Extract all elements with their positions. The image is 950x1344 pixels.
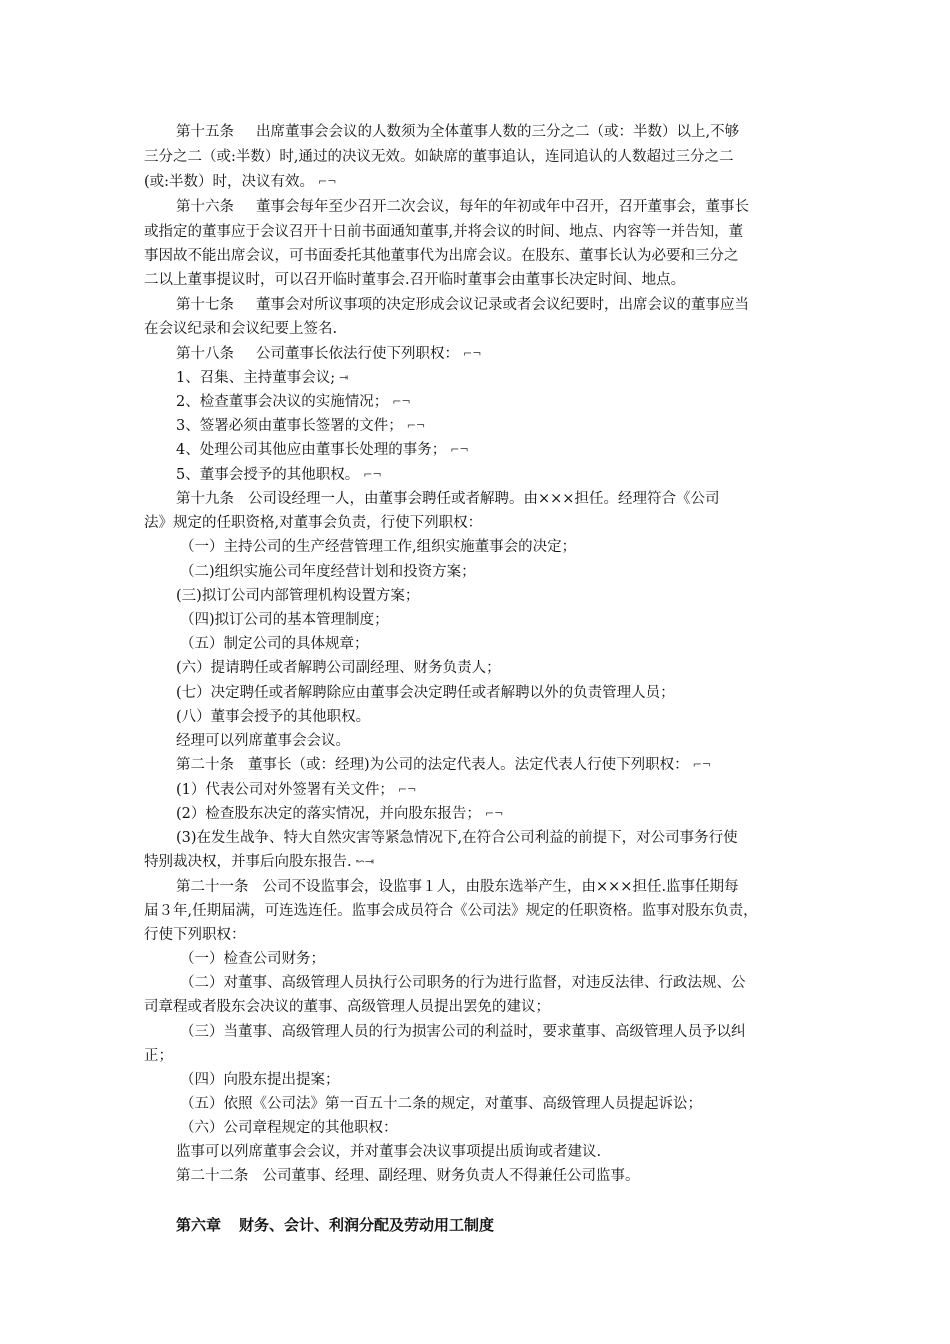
article-21-line-3: 行使下列职权：: [144, 927, 246, 943]
list-item: （一）主持公司的生产经营管理工作,组织实施董事会的决定；: [180, 539, 577, 555]
paragraph-mark-icon: ⌐¬: [318, 175, 337, 188]
paragraph-mark-icon: ⌐¬: [484, 807, 504, 820]
paragraph-mark-icon: ⌐¬: [450, 443, 469, 456]
list-item: （四）向股东提出提案；: [180, 1072, 340, 1088]
paragraph-mark-icon: ⇥: [339, 371, 349, 384]
article-17-line-2: 在会议纪录和会议纪要上签名.: [144, 321, 338, 337]
list-item: （五）依照《公司法》第一百五十二条的规定，对董事、高级管理人员提起诉讼；: [180, 1096, 702, 1112]
list-item: (三)拟订公司内部管理机构设置方案；: [176, 588, 420, 604]
article-22-number: 第二十二条: [176, 1168, 249, 1184]
list-item: 4、处理公司其他应由董事长处理的事务； ⌐¬: [176, 442, 469, 458]
article-20-number: 第二十条: [176, 757, 234, 773]
list-item-continuation: 正；: [144, 1048, 173, 1064]
article-17-number: 第十七条: [176, 297, 234, 313]
article-15-number: 第十五条: [176, 124, 234, 140]
paragraph-mark-icon: ⌐¬: [463, 347, 482, 360]
list-item: （三）当董事、高级管理人员的行为损害公司的利益时，要求董事、高级管理人员予以纠: [180, 1024, 746, 1040]
article-15-line-3: (或:半数）时，决议有效。 ⌐¬: [144, 174, 337, 190]
list-item: (六）提请聘任或者解聘公司副经理、财务负责人；: [176, 660, 501, 676]
paragraph-mark-icon: ⌐¬: [406, 419, 426, 432]
list-item: (3)在发生战争、特大自然灾害等紧急情况下,在符合公司利益的前提下，对公司事务行使: [176, 830, 738, 846]
list-item: 5、董事会授予的其他职权。 ⌐¬: [176, 467, 382, 483]
article-16-line-3: 事因故不能出席会议，可书面委托其他董事代为出席会议。在股东、董事长认为必要和三分之: [144, 248, 739, 264]
article-15-line-1: 第十五条 出席董事会会议的人数须为全体董事人数的三分之二（或：半数）以上,不够: [176, 124, 740, 140]
article-19-number: 第十九条: [176, 491, 234, 507]
paragraph-mark-icon: ⌐¬: [392, 395, 411, 408]
list-item: （五）制定公司的具体规章；: [180, 636, 369, 652]
chapter-number: 第六章: [176, 1216, 222, 1234]
article-17-line-1: 第十七条 董事会对所议事项的决定形成会议记录或者会议纪要时，出席会议的董事应当: [176, 297, 749, 313]
article-22: 第二十二条 公司董事、经理、副经理、财务负责人不得兼任公司监事。: [176, 1168, 640, 1184]
chapter-6-heading: [176, 1214, 494, 1236]
list-item: 2、检查董事会决议的实施情况； ⌐¬: [176, 394, 411, 410]
article-21-number: 第二十一条: [176, 879, 249, 895]
paragraph-mark-icon: ⌐¬: [397, 783, 417, 796]
article-16-line-1: 第十六条 董事会每年至少召开二次会议，每年的年初或年中召开，召开董事会，董事长: [176, 199, 749, 215]
list-item: (七）决定聘任或者解聘除应由董事会决定聘任或者解聘以外的负责管理人员；: [176, 685, 675, 701]
list-item: （一）检查公司财务；: [180, 951, 325, 967]
list-item: （六）公司章程规定的其他职权：: [180, 1120, 398, 1136]
article-21-line-2: 届３年,任期届满，可连选连任。监事会成员符合《公司法》规定的任职资格。监事对股东负责，: [144, 903, 758, 919]
list-item: 3、签署必须由董事长签署的文件； ⌐¬: [176, 418, 426, 434]
article-21-closing: 监事可以列席董事会会议，并对董事会决议事项提出质询或者建议.: [176, 1144, 602, 1160]
list-item: （二)组织实施公司年度经营计划和投资方案；: [180, 564, 476, 580]
chapter-title: 财务、会计、利润分配及劳动用工制度: [239, 1216, 495, 1234]
article-19-closing: 经理可以列席董事会会议。: [176, 733, 350, 749]
list-item: 1、召集、主持董事会议; ⇥: [176, 370, 349, 386]
article-15-line-2: 三分之二（或:半数）时,通过的决议无效。如缺席的董事追认，连同追认的人数超过三分之二: [144, 149, 734, 165]
paragraph-mark-icon: ⌐¬: [692, 758, 712, 771]
list-item: （四)拟订公司的基本管理制度；: [180, 612, 389, 628]
article-16-line-4: 二以上董事提议时，可以召开临时董事会.召开临时董事会由董事长决定时间、地点。: [144, 272, 686, 288]
article-20-intro: 第二十条 董事长（或：经理)为公司的法定代表人。法定代表人行使下列职权： ⌐¬: [176, 757, 712, 773]
article-16-number: 第十六条: [176, 199, 234, 215]
list-item: (1）代表公司对外签署有关文件； ⌐¬: [176, 782, 417, 798]
list-item-continuation: 司章程或者股东会决议的董事、高级管理人员提出罢免的建议；: [144, 999, 550, 1015]
article-21-line-1: 第二十一条 公司不设监事会，设监事１人，由股东选举产生，由×××担任.监事任期每: [176, 879, 739, 895]
article-18-intro: 第十八条 公司董事长依法行使下列职权： ⌐¬: [176, 346, 482, 362]
article-19-line-2: 法》规定的任职资格,对董事会负责，行使下列职权：: [144, 515, 483, 531]
list-item: （二）对董事、高级管理人员执行公司职务的行为进行监督，对违反法律、行政法规、公: [180, 975, 746, 991]
list-item-continuation: 特别裁决权，并事后向股东报告. ↜⇥: [144, 854, 375, 870]
article-16-line-2: 或指定的董事应于会议召开十日前书面通知董事,并将会议的时间、地点、内容等一并告知，董: [144, 224, 744, 240]
paragraph-mark-icon: ↜⇥: [355, 855, 375, 868]
list-item: (2）检查股东决定的落实情况，并向股东报告； ⌐¬: [176, 806, 504, 822]
article-19-line-1: 第十九条 公司设经理一人，由董事会聘任或者解聘。由×××担任。经理符合《公司: [176, 491, 720, 507]
paragraph-mark-icon: ⌐¬: [363, 468, 382, 481]
article-18-number: 第十八条: [176, 346, 234, 362]
list-item: (八）董事会授予的其他职权。: [176, 709, 371, 725]
